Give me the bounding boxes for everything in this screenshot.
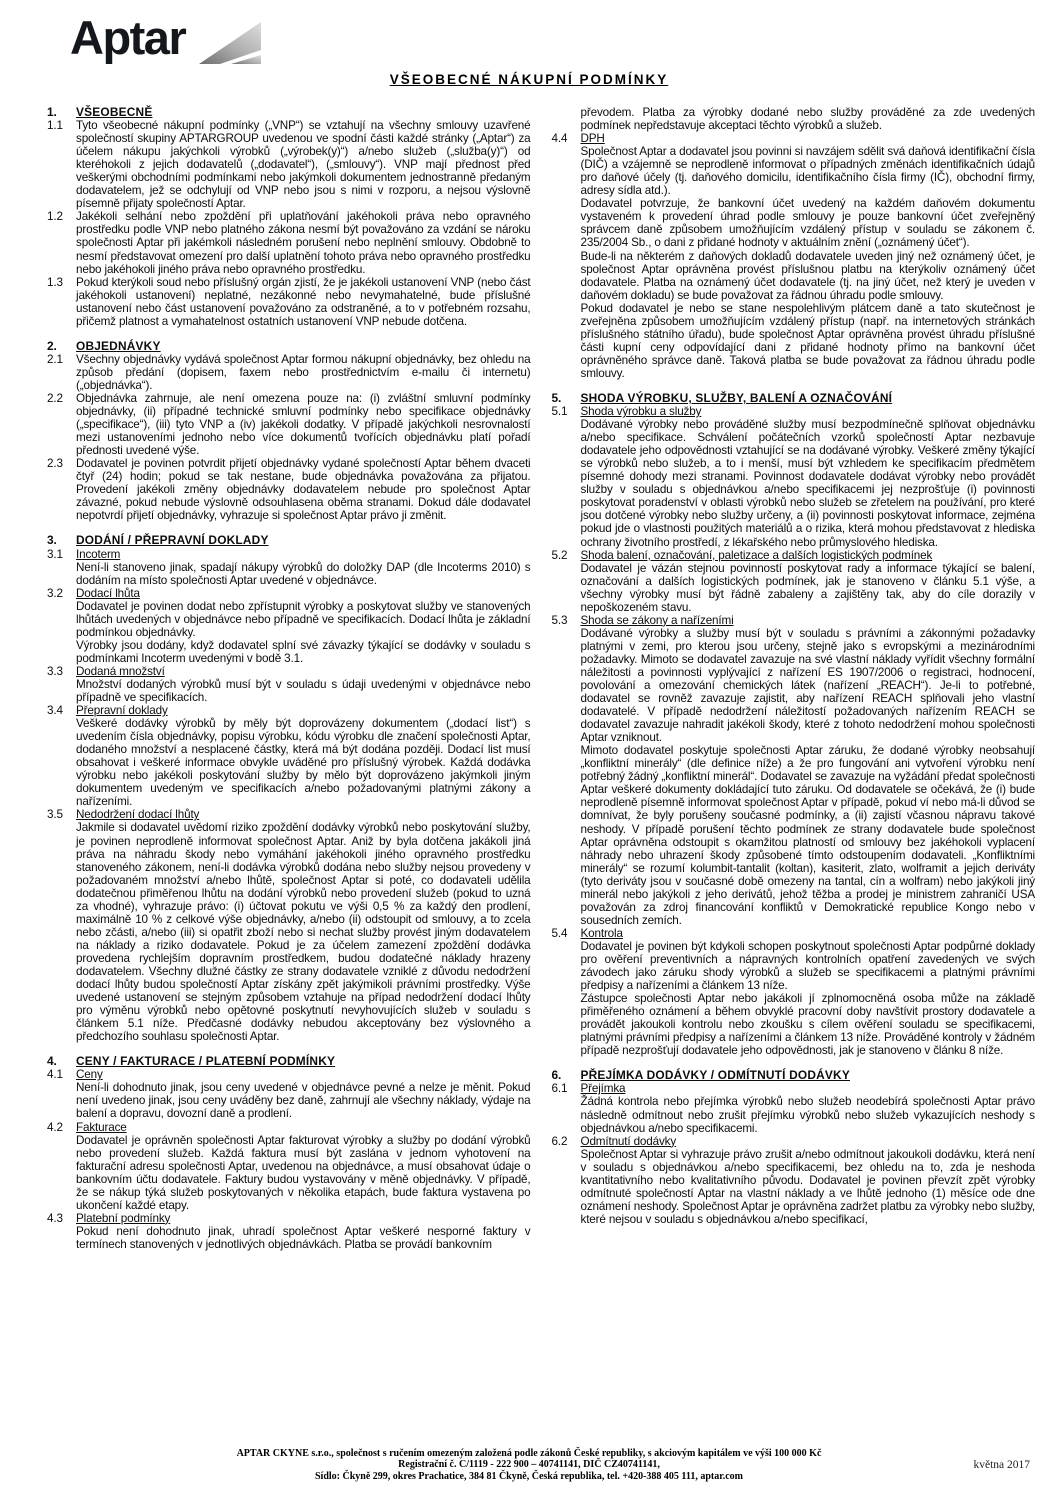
section-number: 5. xyxy=(551,390,562,405)
section-heading-text: PŘEJÍMKA DODÁVKY / ODMÍTNUTÍ DODÁVKY xyxy=(580,1068,850,1083)
section-4-heading xyxy=(47,1055,531,1068)
two-column-body xyxy=(0,104,1058,1251)
clause-number: 2.1 xyxy=(47,352,63,366)
clause-text: Pokud dodavatel je nebo se stane nespolehlivým plátcem daně a tato skutečnost je zveřejněna způsobem umožňujícím vzdálený přístup (např. na internetových stránkách příslušného státního úřadu), bude společnost Aptar oprávněna provést úhradu příslušné části kupní ceny odpovídající dani z přidané hodnoty přímo na bankovní účet oprávněného správce daně. Taková platba se bude považovat za řádnou úhradu podle smlouvy. xyxy=(580,301,1035,380)
clause-4-3-continuation xyxy=(552,106,1036,132)
clause-text: Objednávka zahrnuje, ale není omezena pouze na: (i) zvláštní smluvní podmínky objednávky, (ii) případné technické smluvní podmínky nebo specifikace objednávky („specifikace“), (iii) tyto VNP a (iv) jakékoli dodatky. V případě jakýchkoli nesrovnalostí mezi ustanoveními jednoho nebo více dokumentů tvořících objednávku platí pořadí přednosti uvedené výše. xyxy=(76,391,531,458)
clause-number: 5.4 xyxy=(551,926,568,940)
clause-text: Dodavatel potvrzuje, že bankovní účet uvedený na každém daňovém dokumentu vystaveném k provedení úhrad podle smlouvy je pouze bankovní účet zveřejněný správcem daně způsobem umožňujícím vzdálený přístup v souladu se zákonem č. 235/2004 Sb., o dani z přidané hodnoty v aktuálním znění („oznámený účet“). xyxy=(580,197,1035,250)
clause-text: Veškeré dodávky výrobků by měly být doprovázeny dokumentem („dodací list“) s uvedením čísla objednávky, popisu výrobku, kódu výrobku dle značení společnosti Aptar, dodaného množství a nesplacené částky, která má být dodána později. Dodací list musí obsahovat i veškeré informace obvykle uváděné pro příslušný výrobek. Každá dodávka výrobku nebo jakékoli poskytování služby by mělo být doprovázeno jakýmkoli jiným dokumentem uvedeným ve specifikacích a/nebo požadovanými platnými zákony a nařízeními. xyxy=(76,717,531,809)
clause-number: 1.2 xyxy=(47,210,63,224)
left-column xyxy=(47,106,531,1251)
section-3-heading xyxy=(47,534,531,547)
clause-number: 6.1 xyxy=(551,1082,568,1096)
clause-subheading: Nedodržení dodací lhůty xyxy=(76,808,200,822)
section-heading-text: SHODA VÝROBKU, SLUŽBY, BALENÍ A OZNAČOVÁNÍ xyxy=(580,390,893,405)
clause-number: 3.5 xyxy=(47,808,63,822)
clause-number: 4.3 xyxy=(47,1211,63,1225)
clause-text: Pokud kterýkoli soud nebo příslušný orgán zjistí, že je jakékoli ustanovení VNP (nebo část jakéhokoli ustanovení) neplatné, nezákonné nebo nevymahatelné, bude příslušné ustanovení nebo část ustanovení považováno za odstraněné, a to v potřebném rozsahu, přičemž platnost a vymahatelnost ostatních ustanovení VNP nebude dotčena. xyxy=(76,275,531,328)
clause-1-3 xyxy=(47,276,531,328)
clause-subheading: Přepravní doklady xyxy=(76,704,168,718)
clause-number: 2.3 xyxy=(47,457,63,471)
clause-subheading: Incoterm xyxy=(76,547,121,561)
section-number: 3. xyxy=(47,533,57,548)
clause-text: Společnost Aptar a dodavatel jsou povinni si navzájem sdělit svá daňová identifikační čísla (DIČ) a vzájemně se neprodleně informovat o případných změnách identifikačních údajů pro daňové účely (tj. daňového domicilu, identifikačního čísla firmy (IČ), obchodní firmy, adresy sídla atd.). xyxy=(580,145,1035,198)
clause-1-1 xyxy=(47,119,531,210)
section-1-heading xyxy=(47,106,531,119)
clause-3-5 xyxy=(47,808,531,1043)
clause-subheading: Fakturace xyxy=(76,1120,127,1134)
section-number: 6. xyxy=(551,1068,562,1083)
clause-1-2 xyxy=(47,210,531,275)
clause-subheading: Shoda výrobku a služby xyxy=(580,405,702,419)
page-title: VŠEOBECNÉ NÁKUPNÍ PODMÍNKY xyxy=(389,72,669,87)
section-2-heading xyxy=(47,340,531,353)
clause-number: 3.1 xyxy=(47,547,63,561)
section-heading-text: OBJEDNÁVKY xyxy=(76,338,161,353)
aptar-logo xyxy=(70,11,261,73)
section-number: 2. xyxy=(47,338,57,353)
clause-number: 1.3 xyxy=(47,275,63,289)
clause-number: 3.4 xyxy=(47,704,63,718)
document-date: května 2017 xyxy=(973,1459,1030,1471)
clause-text: Jakékoli selhání nebo zpoždění při uplatňování jakéhokoli práva nebo opravného prostředku podle VNP nebo platného zákona nesmí být považováno za vzdání se nároku společnosti Aptar při jakémkoli následném porušení nebo neplnění smlouvy. Obdobně to nesmí představovat omezení pro další uplatnění tohoto práva nebo opravného prostředku nebo jakéhokoli jiného práva nebo opravného prostředku. xyxy=(76,210,531,276)
right-column xyxy=(552,106,1036,1251)
section-number: 4. xyxy=(47,1054,57,1069)
section-heading-text: CENY / FAKTURACE / PLATEBNÍ PODMÍNKY xyxy=(76,1054,336,1069)
clause-text: Žádná kontrola nebo přejímka výrobků nebo služeb neodebírá společnosti Aptar právo následně odmítnout nebo zrušit přejímku výrobků nebo služeb vykazujících neshody s objednávkou a/nebo specifikacemi. xyxy=(580,1095,1035,1135)
clause-text: Dodavatel je povinen být kdykoli schopen poskytnout společnosti Aptar podpůrné doklady pro ověření preventivních a nápravných kontrolních opatření zavedených ve svých závodech jako záruku shody výrobků a služeb se specifikacemi a platnými právními předpisy a nařízeními a článkem 13 níže. xyxy=(580,939,1035,993)
section-6 xyxy=(552,1069,1036,1226)
clause-number: 4.4 xyxy=(551,132,568,146)
clause-number: 6.2 xyxy=(551,1134,568,1148)
clause-number: 4.2 xyxy=(47,1120,63,1134)
section-4 xyxy=(47,1055,531,1251)
section-5 xyxy=(552,392,1036,1057)
clause-4-3 xyxy=(47,1212,531,1251)
clause-subheading: DPH xyxy=(580,132,605,146)
page-header xyxy=(0,0,1058,104)
clause-text: Dodávané výrobky nebo prováděné služby musí bezpodmínečně splňovat objednávku a/nebo specifikace. Schválení počátečních vzorků společností Aptar nezbavuje dodavatele jeho odpovědnosti vztahující se na dodávané výrobky. Veškeré změny týkající se výrobků nebo služeb, a to i menší, musí být vzhledem ke specifikacím předmětem písemné dohody mezi stranami. Povinnost dodavatele dodávat výrobky nebo provádět služby v souladu s objednávkou a/nebo specifikacemi jej nezprošťuje (i) povinnosti poskytovat poradenství v oblasti výrobků nebo služeb se zřetelem na používání, pro které jsou dotčené výrobky nebo služby určeny, a (ii) povinnosti poskytovat informace, zejména pokud jde o vlastnosti použitých materiálů a o rizika, která mohou představovat z hlediska ochrany životního prostředí, z lékařského nebo průmyslového hlediska. xyxy=(580,418,1035,549)
clause-3-1 xyxy=(47,548,531,587)
clause-number: 5.2 xyxy=(551,548,568,562)
clause-text: Dodavatel je povinen dodat nebo zpřístupnit výrobky a poskytovat služby ve stanovených lhůtách uvedených v objednávce nebo případně ve specifikacích. Dodací lhůta je základní podmínkou objednávky. xyxy=(76,599,531,639)
section-heading-text: VŠEOBECNĚ xyxy=(76,105,153,119)
clause-6-2 xyxy=(552,1135,1036,1226)
clause-text: Množství dodaných výrobků musí být v souladu s údaji uvedenými v objednávce nebo případně ve specifikacích. xyxy=(76,677,531,705)
footer-line-3: Sídlo: Čkyně 299, okres Prachatice, 384 81 Čkyně, Česká republika, tel. +420-388 405 111, aptar.com xyxy=(314,1471,744,1483)
clause-text: Není-li dohodnuto jinak, jsou ceny uvedené v objednávce pevné a nelze je měnit. Pokud není uvedeno jinak, jsou ceny uváděny bez daně, zahrnují ale všechny náklady, výdaje na balení a dopravu, dovozní daně a prodlení. xyxy=(76,1081,531,1121)
section-number: 1. xyxy=(47,105,57,119)
clause-subheading: Dodací lhůta xyxy=(76,586,140,600)
clause-text: Dodavatel je povinen potvrdit přijetí objednávky vydané společností Aptar během dvaceti čtyř (24) hodin; pokud se tak nestane, bude objednávka považována za přijatou. Provedení jakékoli změny objednávky dodavatelem nebude pro společnost Aptar závazné, pokud nebude výslovně odsouhlasena oběma stranami. Dokud dále dodavatel nepotvrdí přijetí objednávky, vyhrazuje si společnost Aptar právo ji změnit. xyxy=(76,457,531,523)
clause-text: Výrobky jsou dodány, když dodavatel splní své závazky týkající se dodávky v souladu s podmínkami Incoterm uvedenými v bodě 3.1. xyxy=(76,638,531,665)
section-heading-text: DODÁNÍ / PŘEPRAVNÍ DOKLADY xyxy=(76,533,269,548)
clause-subheading: Přejímka xyxy=(580,1082,626,1096)
clause-3-3 xyxy=(47,665,531,704)
clause-6-1 xyxy=(552,1082,1036,1134)
clause-number: 2.2 xyxy=(47,391,63,405)
clause-number-empty xyxy=(552,106,581,132)
clause-text: Dodávané výrobky a služby musí být v souladu s právními a zákonnými požadavky platnými v zemi, pro kterou jsou určeny, stejně jako s evropskými a mezinárodními požadavky. Mimoto se dodavatel zavazuje na své vlastní náklady vyřídit všechny formální náležitosti a povinnosti vyplývající z nařízení ES 1907/2006 o registraci, hodnocení, povolování a omezování chemických látek (nařízení „REACH“). Je-li to potřebné, dodavatel se rovněž zavazuje zajistit, aby nařízení REACH splňovali jeho vlastní dodavatelé. V případě nedodržení náležitostí požadovaných nařízením REACH se dodavatel zavazuje nahradit jakékoli škody, které z tohoto nedodržení mohou společnosti Aptar vzniknout. xyxy=(580,626,1035,745)
clause-text: Tyto všeobecné nákupní podmínky („VNP“) se vztahují na všechny smlouvy uzavřené společností skupiny APTARGROUP uvedenou ve spodní části každé stránky („Aptar“) za účelem nákupu jakýchkoli výrobků („výrobek(y)“) a/nebo služeb („služba(y)“) od kteréhokoli z jejich dodavatelů („dodavatel“), („smlouvy“). VNP mají přednost před veškerými obchodními podmínkami nebo jakýmkoli dokumentem jednostranně předaným dodavatelem, jež se odchylují od VNP nebo jsou s nimi v rozporu, a nejsou výslovně písemně přijaty společností Aptar. xyxy=(76,119,531,211)
clause-5-4 xyxy=(552,927,1036,1057)
clause-number: 3.3 xyxy=(47,664,63,678)
section-6-heading xyxy=(552,1069,1036,1082)
section-1 xyxy=(47,106,531,328)
section-2 xyxy=(47,340,531,523)
clause-5-2 xyxy=(552,549,1036,614)
clause-text: Jakmile si dodavatel uvědomí riziko zpoždění dodávky výrobků nebo poskytování služby, je povinen neprodleně informovat společnost Aptar. Aniž by byla dotčena jakákoli jiná práva na náhradu škody nebo vymáhání jakéhokoli jiného opravného prostředku stanoveného zákonem, není-li dodávka výrobků dodána nebo služby nejsou provedeny v požadovaném množství a/nebo lhůtě, společnost Aptar si poté, co dodavateli udělila dodatečnou přiměřenou lhůtu na dodání výrobků nebo provedení služeb (pokud to uzná za vhodné), vyhrazuje právo: (i) účtovat pokutu ve výši 0,5 % za každý den prodlení, maximálně 10 % z celkové výše objednávky, a/nebo (ii) odstoupit od smlouvy, a to zcela nebo zčásti, a/nebo (iii) si opatřit zboží nebo si nechat služby provést jiným dodavatelem na náklady a riziko dodavatele. Pokud je za účelem zamezení zpoždění dodávka provedena rychlejším dopravním prostředkem, budou dodatečné náklady hrazeny dodavatelem. Všechny dlužné částky ze strany dodavatele vzniklé z důvodu nedodržení dodací lhůty budou společností Aptar získány zpět jakýmikoli právními prostředky. Výše uvedené ustanovení se stejným způsobem vztahuje na případ nedodržení dodací lhůty pro výměnu výrobků nebo opětovné poskytnutí nevyhovujících služeb v souladu s článkem 5.1 níže. Předčasné dodávky nebudou akceptovány bez výslovného a předchozího souhlasu společnosti Aptar. xyxy=(76,821,531,1044)
clause-4-2 xyxy=(47,1121,531,1212)
clause-subheading: Dodaná množství xyxy=(76,664,165,678)
clause-text: Zástupce společnosti Aptar nebo jakákoli jí zplnomocněná osoba může na základě přiměřeného oznámení a během obvyklé pracovní doby navštívit prostory dodavatele a provádět jakoukoli kontrolu nebo zkoušku s cílem ověření souladu se specifikacemi, platnými právními předpisy a nařízeními a článkem 13 níže. Prováděné kontroly v žádném případě nezprošťují dodavatele jeho odpovědnosti, jak je stanoveno v článku 8 níže. xyxy=(580,992,1035,1058)
clause-5-1 xyxy=(552,405,1036,549)
clause-subheading: Kontrola xyxy=(580,926,623,940)
clause-text: Dodavatel je oprávněn společnosti Aptar fakturovat výrobky a služby po dodání výrobků nebo provedení služeb. Každá faktura musí být zaslána v jednom vyhotovení na fakturační adresu společnosti Aptar, uvedenou na objednávce, a musí obsahovat údaje o bankovním účtu dodavatele. Faktury budou vystavovány v měně objednávky. V případě, že se nákup týká služeb poskytovaných v několika etapách, bude faktura vystavena po ukončení každé etapy. xyxy=(76,1133,531,1212)
clause-number: 5.3 xyxy=(551,613,568,627)
clause-3-4 xyxy=(47,704,531,808)
aptar-logo-text: Aptar xyxy=(70,11,186,64)
clause-subheading: Shoda se zákony a nařízeními xyxy=(580,613,734,627)
clause-4-1 xyxy=(47,1068,531,1120)
clause-2-1 xyxy=(47,353,531,392)
footer-line-2: Registrační č. C/1119 - 222 900 – 40741141, DIČ CZ40741141, xyxy=(398,1459,660,1471)
clause-text: převodem. Platba za výrobky dodané nebo služby prováděné za zde uvedených podmínek nepředstavuje akceptaci těchto výrobků a služeb. xyxy=(580,106,1035,133)
clause-subheading: Odmítnutí dodávky xyxy=(580,1134,677,1148)
clause-text: Bude-li na některém z daňových dokladů dodavatele uveden jiný než oznámený účet, je společnost Aptar oprávněna provést příslušnou platbu na kterýkoliv oznámený účet dodavatele. Platba na oznámený účet dodavatele (tj. na jiný účet, než který je uveden v daňovém dokladu) se bude považovat za řádnou úhradu podle smlouvy. xyxy=(580,249,1035,302)
clause-text: Dodavatel je vázán stejnou povinností poskytovat rady a informace týkající se balení, označování a dalších logistických podmínek, jak je stanoveno v článku 5.1 výše, a všechny výrobky musí být řádně zabaleny a zajištěny tak, aby do cíle dorazily v nepoškozeném stavu. xyxy=(580,561,1035,614)
footer-line-1: APTAR CKYNE s.r.o., společnost s ručením omezeným založená podle zákonů České republiky, s akciovým kapitálem ve výši 100 000 Kč xyxy=(236,1447,822,1459)
clause-2-3 xyxy=(47,457,531,522)
clause-number: 1.1 xyxy=(47,119,63,133)
clause-5-3 xyxy=(552,614,1036,927)
clause-number: 3.2 xyxy=(47,586,63,600)
section-3 xyxy=(47,534,531,1043)
clause-text: Společnost Aptar si vyhrazuje právo zrušit a/nebo odmítnout jakoukoli dodávku, která není v souladu s objednávkou a/nebo specifikacemi, bez ohledu na to, zda je neshoda kvantitativního nebo kvalitativního původu. Dodavatel je povinen převzít zpět výrobky odmítnuté společností Aptar na vlastní náklady a ve lhůtě jednoho (1) měsíce ode dne oznámení neshody. Společnost Aptar je oprávněna zadržet platbu za výrobky nebo služby, které nejsou v souladu s objednávkou a/nebo specifikací, xyxy=(580,1147,1035,1226)
clause-4-4 xyxy=(552,132,1036,380)
aptar-logo-triangle-icon xyxy=(199,20,261,73)
company-footer xyxy=(0,1448,1058,1483)
clause-subheading: Platební podmínky xyxy=(76,1211,171,1225)
clause-number: 4.1 xyxy=(47,1068,63,1082)
section-5-heading xyxy=(552,392,1036,405)
clause-text: Není-li stanoveno jinak, spadají nákupy výrobků do doložky DAP (dle Incoterms 2010) s dodáním na místo společnosti Aptar uvedené v objednávce. xyxy=(76,560,531,587)
clause-text: Mimoto dodavatel poskytuje společnosti Aptar záruku, že dodané výrobky neobsahují „konfliktní minerály“ (dle definice níže) a že pro fungování ani vytvoření výrobku není potřebný žádný „konfliktní minerál“. Dodavatel se zavazuje na vyžádání předat společnosti Aptar veškeré dokumenty dokládající tuto záruku. Od dodavatele se očekává, že (i) bude neprodleně písemně informovat společnost Aptar v případě, pokud ví nebo má-li důvod se domnívat, že byly porušeny současné podmínky, a (ii) zajistí včasnou nápravu takové neshody. V případě porušení těchto podmínek ze strany dodavatele bude společnost Aptar oprávněna odstoupit s okamžitou platností od smlouvy bez jakéhokoli vyplacení náhrady nebo uhrazení škody způsobené tímto odstoupením dodavateli. „Konfliktními minerály“ se rozumí kolumbit-tantalit (koltan), kasiterit, zlato, wolframit a jejich deriváty (tyto deriváty jsou v současné době omezeny na tantal, cín a wolfram) nebo jakýkoli jiný minerál nebo jakýkoli z jeho derivátů, jehož těžba a prodej je ministrem zahraničí USA považován za zdroj financování konfliktů v Demokratické republice Kongo nebo v sousedních zemích. xyxy=(580,744,1035,927)
clause-text: Pokud není dohodnuto jinak, uhradí společnost Aptar veškeré nesporné faktury v termínech stanovených v jednotlivých objednávkách. Platba se provádí bankovním xyxy=(76,1224,531,1251)
clause-2-2 xyxy=(47,392,531,457)
clause-subheading: Ceny xyxy=(76,1068,103,1082)
clause-subheading: Shoda balení, označování, paletizace a dalších logistických podmínek xyxy=(580,548,933,562)
clause-3-2 xyxy=(47,587,531,665)
clause-number: 5.1 xyxy=(551,405,568,419)
clause-text: Všechny objednávky vydává společnost Aptar formou nákupní objednávky, bez ohledu na způsob předání (dopisem, faxem nebo prostřednictvím e-mailu či internetu) („objednávka“). xyxy=(76,352,531,392)
